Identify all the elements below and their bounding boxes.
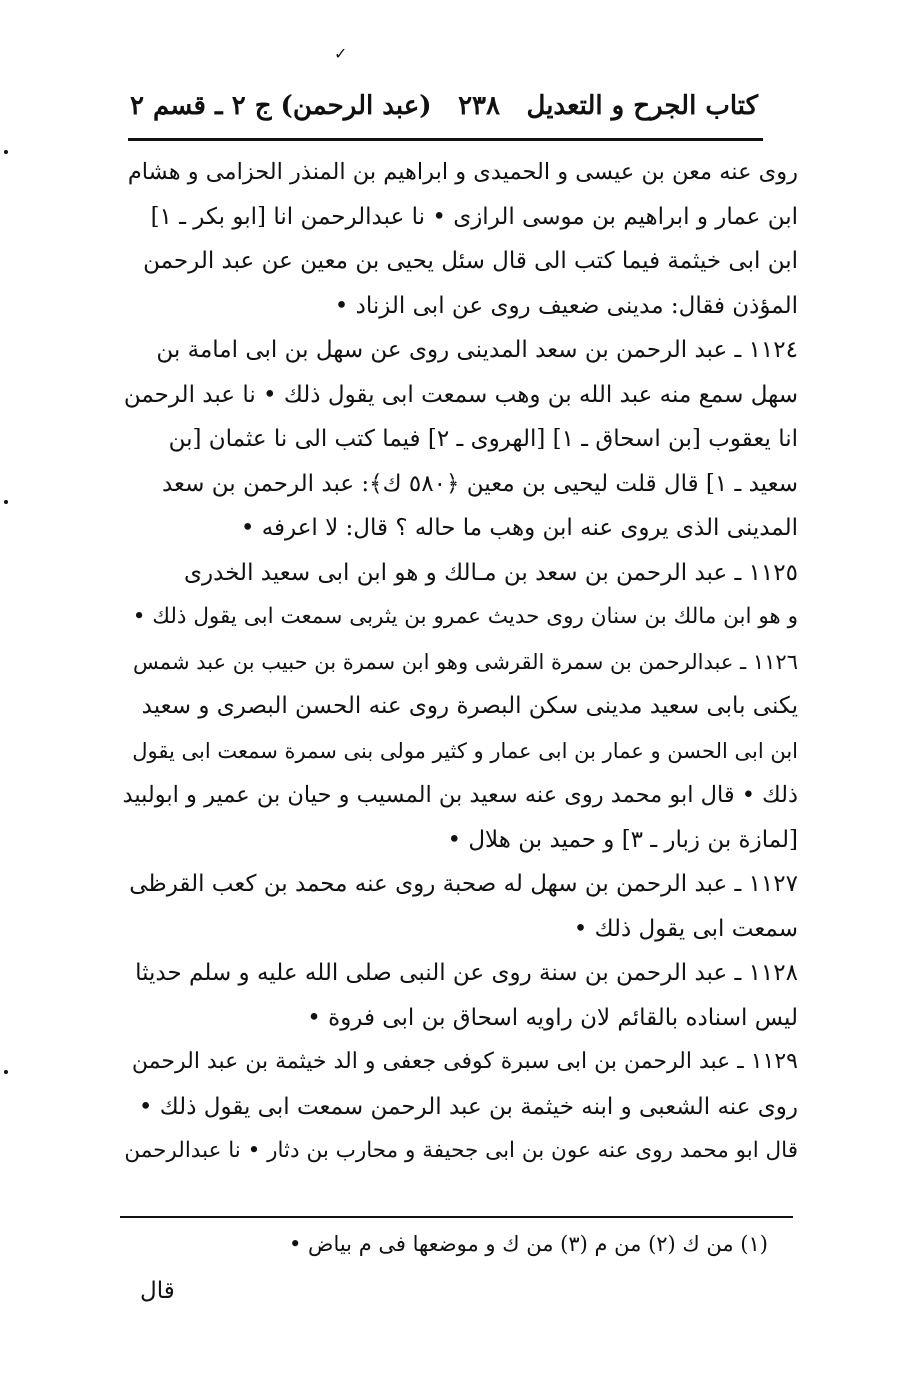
book-title: كتاب الجرح و التعديل: [526, 91, 758, 121]
entry-1128-line: ١١٢٨ ـ عبد الرحمن بن سنة روى عن النبى صلى الله عليه و سلم حديثا: [135, 960, 798, 986]
entry-1124-line: ١١٢٤ ـ عبد الرحمن بن سعد المدينى روى عن سهل بن ابى امامة بن: [156, 337, 798, 363]
text-line: ليس اسناده بالقائم لان راويه اسحاق بن ابى فروة •: [307, 1004, 798, 1031]
text-line: انا يعقوب [بن اسحاق ـ ١] [الهروى ـ ٢] فيما كتب الى نا عثمان [بن: [168, 426, 798, 452]
text-line: سمعت ابى يقول ذلك •: [573, 915, 798, 942]
text-line: المدينى الذى يروى عنه ابن وهب ما حاله ؟ قال: لا اعرفه •: [240, 515, 798, 541]
text-line: قال ابو محمد روى عنه عون بن ابى جحيفة و محارب بن دثار • نا عبدالرحمن: [124, 1138, 798, 1163]
entry-1127-line: ١١٢٧ ـ عبد الرحمن بن سهل له صحبة روى عنه محمد بن كعب القرظى: [129, 871, 798, 897]
margin-mark: [4, 500, 8, 504]
entry-1125-line: ١١٢٥ ـ عبد الرحمن بن سعد بن مـالك و هو ابن ابى سعيد الخدرى: [184, 559, 798, 586]
text-line: روى عنه الشعبى و ابنه خيثمة بن عبد الرحمن سمعت ابى يقول ذلك •: [138, 1093, 798, 1120]
text-line: سهل سمع منه عبد الله بن وهب سمعت ابى يقول ذلك • نا عبد الرحمن: [123, 381, 798, 408]
main-text: [118, 150, 798, 1174]
entry-1129-line: ١١٢٩ ـ عبد الرحمن بن ابى سبرة كوفى جعفى و الد خيثمة بن عبد الرحمن: [131, 1049, 798, 1074]
margin-mark: [4, 1070, 8, 1074]
text-line: يكنى بابى سعيد مدينى سكن البصرة روى عنه الحسن البصرى و سعيد: [141, 693, 798, 719]
text-line: و هو ابن مالك بن سنان روى حديث عمرو بن يثربى سمعت ابى يقول ذلك •: [132, 604, 798, 629]
text-line: ذلك • قال ابو محمد روى عنه سعيد بن المسيب و حيان بن عمير و ابولبيد: [122, 782, 798, 808]
footnote: (١) من ك (٢) من م (٣) من ك و موضعها فى م بياض •: [289, 1232, 768, 1256]
section-label: (عبد الرحمن) ج ٢ ـ قسم ٢: [130, 91, 432, 121]
margin-mark: [4, 150, 8, 154]
catchword: قال: [140, 1278, 175, 1304]
header-rule: [128, 138, 763, 141]
text-line: المؤذن فقال: مدينى ضعيف روى عن ابى الزناد •: [334, 292, 798, 319]
page-mark: ✓: [334, 44, 348, 63]
running-header: [130, 82, 758, 130]
entry-1126-line: ١١٢٦ ـ عبدالرحمن بن سمرة القرشى وهو ابن سمرة بن حبيب بن عبد شمس: [133, 649, 798, 674]
text-line: ابن عمار و ابراهيم بن موسى الرازى • نا عبدالرحمن انا [ابو بكر ـ ١]: [150, 203, 798, 230]
text-line: [لمازة بن زبار ـ ٣] و حميد بن هلال •: [447, 826, 798, 853]
text-line: ابن ابى خيثمة فيما كتب الى قال سئل يحيى بن معين عن عبد الرحمن: [143, 248, 798, 274]
text-line: ابن ابى الحسن و عمار بن ابى عمار و كثير مولى بنى سمرة سمعت ابى يقول: [132, 738, 798, 763]
page-number: ٢٣٨: [458, 91, 500, 121]
text-line: روى عنه معن بن عيسى و الحميدى و ابراهيم بن المنذر الحزامى و هشام: [127, 159, 798, 185]
footnote-rule: [120, 1216, 793, 1218]
text-line: سعيد ـ ١] قال قلت ليحيى بن معين ﴿٥٨٠ ك﴾: عبد الرحمن بن سعد: [161, 470, 798, 497]
